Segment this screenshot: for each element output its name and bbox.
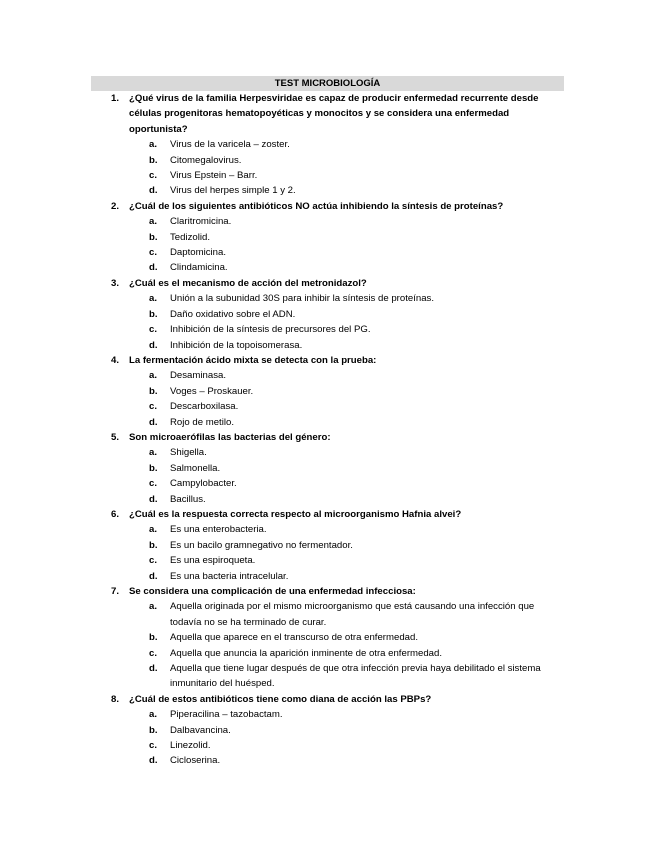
question-7 [0,584,655,692]
option-text: Rojo de metilo. [170,416,234,428]
option-text: Virus de la varicela – zoster. [170,139,290,151]
option-letter: c. [149,740,158,752]
option-letter: a. [149,524,158,536]
answer-option [0,183,655,198]
option-letter: b. [149,724,158,736]
option-text: Aquella que tiene lugar después de que otra infección previa haya debilitado el sistema inmunitario del huésped. [170,663,541,690]
option-text: Es una bacteria intracelular. [170,570,289,582]
answer-option [0,599,655,630]
answer-option [0,522,655,537]
answer-option [0,753,655,768]
question-text: Son microaerófilas las bacterias del género: [129,431,331,443]
option-letter: b. [149,632,158,644]
answer-option [0,338,655,353]
question-number: 7. [111,586,120,597]
option-letter: b. [149,539,158,551]
question-row [0,199,655,214]
option-letter: a. [149,139,158,151]
question-number: 1. [111,93,120,104]
question-1 [0,91,655,199]
question-row [0,584,655,599]
answer-option [0,214,655,229]
question-row [0,430,655,445]
question-number: 2. [111,200,120,212]
question-text: ¿Cuál de estos antibióticos tiene como diana de acción las PBPs? [129,693,432,705]
option-letter: d. [149,185,158,197]
option-letter: b. [149,154,158,166]
option-text: Virus del herpes simple 1 y 2. [170,185,296,197]
option-letter: d. [149,570,158,582]
option-letter: d. [149,493,158,505]
option-letter: c. [149,478,158,490]
option-text: Tedizolid. [170,231,210,243]
question-row [0,91,655,137]
answer-option [0,661,655,692]
answer-option [0,384,655,399]
answer-option [0,646,655,661]
answer-option [0,553,655,568]
answer-option [0,738,655,753]
answer-option [0,445,655,460]
option-text: Es un bacilo gramnegativo no fermentador. [170,539,353,551]
question-row [0,507,655,522]
answer-option [0,461,655,476]
option-letter: a. [149,370,158,382]
option-text: Daptomicina. [170,247,226,259]
answer-option [0,260,655,275]
question-text: ¿Cuál es la respuesta correcta respecto al microorganismo Hafnia alvei? [129,508,462,520]
option-text: Inhibición de la topoisomerasa. [170,339,303,351]
option-text: Citomegalovirus. [170,154,242,166]
question-row [0,276,655,291]
question-number: 6. [111,508,120,520]
option-text: Inhibición de la síntesis de precursores del PG. [170,324,371,336]
document-title: TEST MICROBIOLOGÍA [91,76,564,91]
option-letter: c. [149,647,158,659]
question-number: 4. [111,354,120,366]
option-text: Piperacilina – tazobactam. [170,709,283,721]
option-letter: a. [149,293,158,305]
question-2 [0,199,655,276]
option-text: Clindamicina. [170,262,228,274]
option-letter: b. [149,308,158,320]
answer-option [0,723,655,738]
question-row [0,353,655,368]
option-text: Voges – Proskauer. [170,385,254,397]
answer-option [0,707,655,722]
answer-option [0,415,655,430]
option-letter: c. [149,555,158,567]
option-text: Es una enterobacteria. [170,524,267,536]
question-number: 3. [111,277,120,289]
option-text: Virus Epstein – Barr. [170,170,258,182]
option-letter: c. [149,324,158,336]
question-row [0,692,655,707]
answer-option [0,168,655,183]
option-letter: d. [149,663,158,675]
answer-option [0,368,655,383]
option-text: Es una espiroqueta. [170,555,256,567]
option-letter: c. [149,170,158,182]
answer-option [0,399,655,414]
question-text: Se considera una complicación de una enfermedad infecciosa: [129,586,416,597]
answer-option [0,291,655,306]
option-text: Cicloserina. [170,755,221,767]
option-letter: b. [149,462,158,474]
answer-option [0,630,655,645]
question-4 [0,353,655,430]
option-letter: d. [149,262,158,274]
option-letter: c. [149,247,158,259]
question-5 [0,430,655,507]
option-letter: d. [149,339,158,351]
option-text: Claritromicina. [170,216,232,228]
answer-option [0,245,655,260]
option-letter: c. [149,401,158,413]
question-text: ¿Cuál de los siguientes antibióticos NO actúa inhibiendo la síntesis de proteínas? [129,200,504,212]
answer-option [0,492,655,507]
option-text: Campylobacter. [170,478,237,490]
option-letter: a. [149,216,158,228]
option-text: Aquella que aparece en el transcurso de otra enfermedad. [170,632,418,644]
answer-option [0,137,655,152]
option-text: Desaminasa. [170,370,226,382]
question-text: La fermentación ácido mixta se detecta con la prueba: [129,354,377,366]
option-letter: a. [149,601,158,613]
option-text: Dalbavancina. [170,724,231,736]
option-text: Aquella originada por el mismo microorganismo que está causando una infección que todavía no se ha terminado de curar. [170,601,535,628]
question-number: 5. [111,431,120,443]
question-8 [0,692,655,769]
option-text: Linezolid. [170,740,211,752]
option-text: Salmonella. [170,462,221,474]
option-letter: d. [149,755,158,767]
answer-option [0,569,655,584]
answer-option [0,307,655,322]
option-text: Shigella. [170,447,207,459]
option-text: Aquella que anuncia la aparición inminente de otra enfermedad. [170,647,443,659]
answer-option [0,153,655,168]
option-letter: b. [149,385,158,397]
option-text: Descarboxilasa. [170,401,239,413]
option-letter: a. [149,447,158,459]
option-letter: d. [149,416,158,428]
option-letter: a. [149,709,158,721]
option-text: Daño oxidativo sobre el ADN. [170,308,296,320]
option-text: Bacillus. [170,493,206,505]
option-text: Unión a la subunidad 30S para inhibir la síntesis de proteínas. [170,293,434,305]
question-text: ¿Cuál es el mecanismo de acción del metronidazol? [129,277,367,289]
answer-option [0,322,655,337]
question-number: 8. [111,693,120,705]
question-list [0,91,655,769]
answer-option [0,538,655,553]
question-3 [0,276,655,353]
question-6 [0,507,655,584]
option-letter: b. [149,231,158,243]
question-text: ¿Qué virus de la familia Herpesviridae es capaz de producir enfermedad recurrente desde células progenitoras hematopoyéticas y monocitos y se considera una enfermedad oportunista? [129,93,539,135]
answer-option [0,230,655,245]
answer-option [0,476,655,491]
